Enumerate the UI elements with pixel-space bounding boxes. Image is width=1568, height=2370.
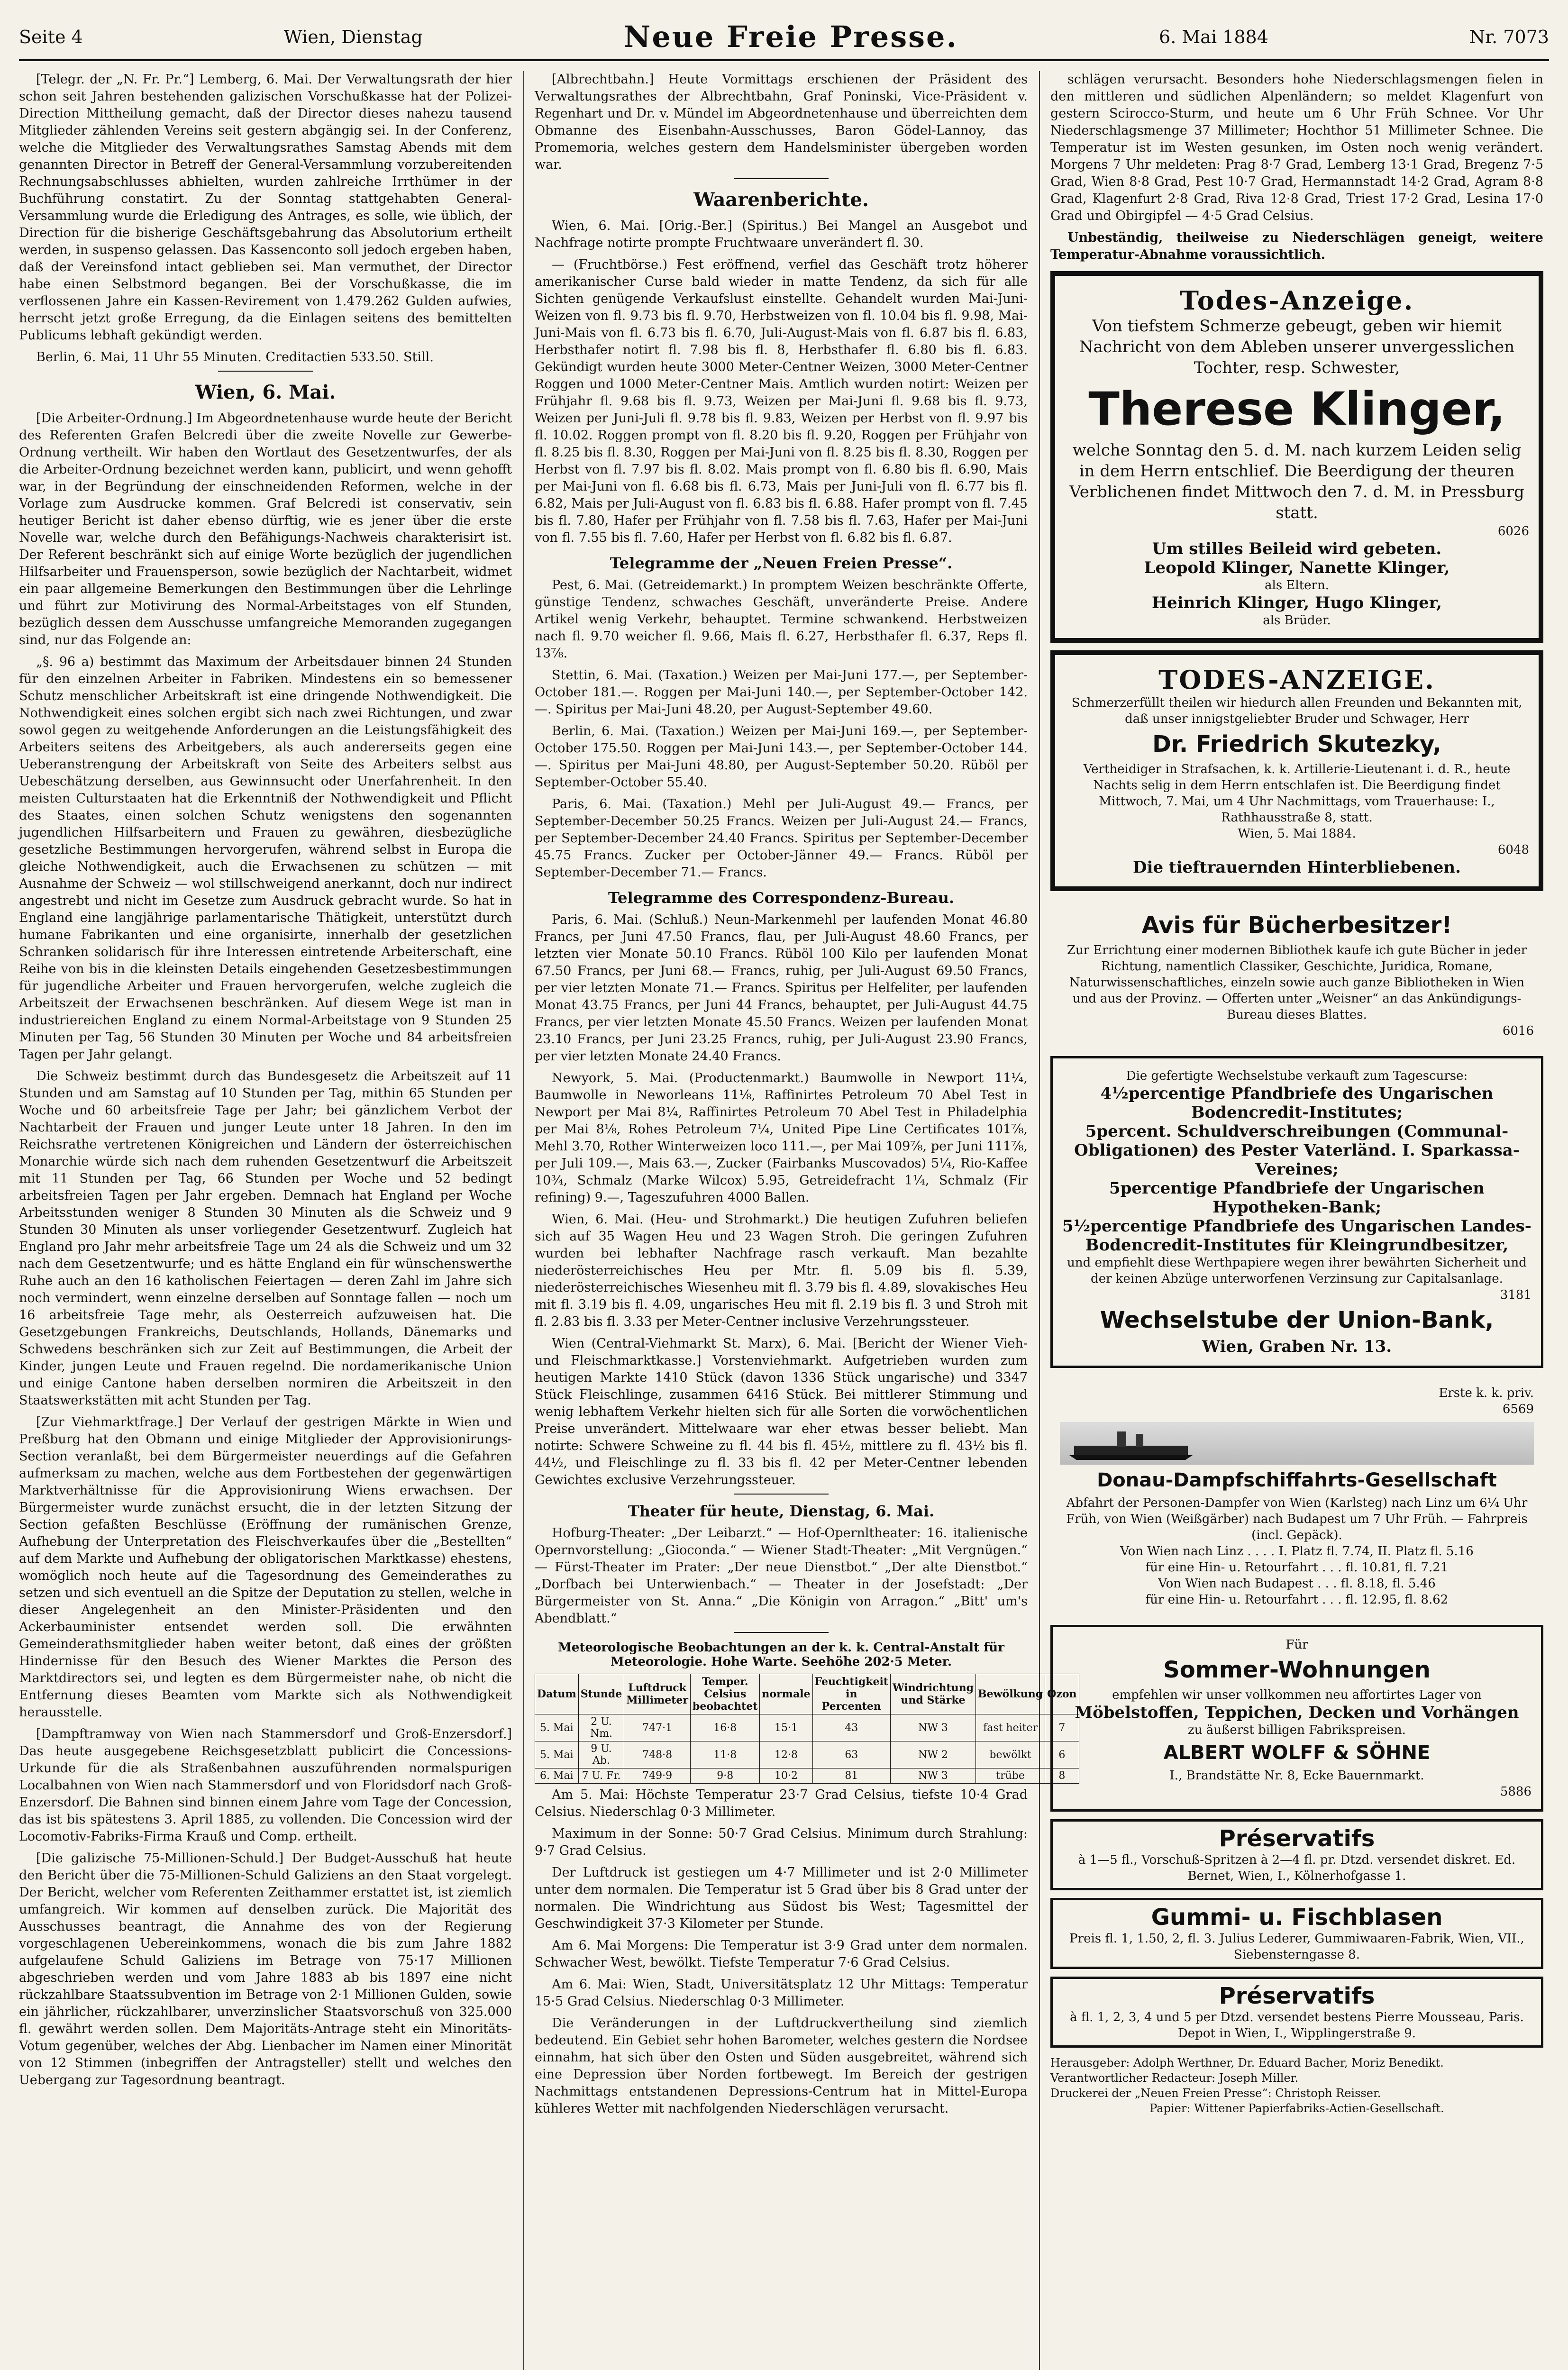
obituary-signature: Die tieftrauernden Hinterbliebenen. xyxy=(1133,858,1461,877)
table-header: Luftdruck Millimeter xyxy=(624,1674,691,1714)
imprint-line: Verantwortlicher Redacteur: Joseph Miller. xyxy=(1050,2071,1299,2085)
issue-number: Nr. 7073 xyxy=(1469,26,1549,47)
table-cell: 81 xyxy=(812,1768,890,1784)
ad-preservatifs-2 xyxy=(1050,1977,1543,2048)
column-rule xyxy=(523,71,524,2370)
ad-intro: Die gefertigte Wechselstube verkauft zum Tagescurse: xyxy=(1126,1069,1468,1083)
table-cell: 748·8 xyxy=(624,1741,691,1768)
ad-body: à fl. 1, 2, 3, 4 und 5 per Dtzd. versendet bestens Pierre Mousseau, Paris. Depot in Wien, I., Wipplingerstraße 9. xyxy=(1070,2010,1524,2041)
table-row xyxy=(535,1741,1079,1768)
obituary-siblings: Heinrich Klinger, Hugo Klinger, xyxy=(1151,593,1442,612)
market-paragraph: Wien, 6. Mai. (Heu- und Strohmarkt.) Die heutigen Zufuhren beliefen sich auf 35 Wagen Heu und 23 Wagen Stroh. Die geringen Zufuhren wurden bei lebhafter Nachfrage rasch verkauft. Man bezahlte niederösterreichisches Heu per Mtr. fl. 5.09 bis fl. 5.39, niederösterreichisches Wiesenheu mit fl. 3.79 bis fl. 4.89, slovakisches Heu mit fl. 3.19 bis fl. 4.09, ungarisches Heu mit fl. 2.19 bis fl. 3 und Stroh mit fl. 2.83 bis fl. 3.33 per Meter-Centner inclusive Verzehrungssteuer. xyxy=(535,1212,1028,1329)
ad-body: à 1—5 fl., Vorschuß-Spritzen à 2—4 fl. pr. Dtzd. versendet diskret. Ed. Bernet, Wien, I., Kölnerhofgasse 1. xyxy=(1078,1853,1516,1883)
ad-item: 5percentige Pfandbriefe der Ungarischen Hypotheken-Bank; xyxy=(1109,1179,1485,1217)
ad-label: Erste k. k. priv. xyxy=(1439,1386,1534,1400)
weather-paragraph: Maximum in der Sonne: 50·7 Grad Celsius. Minimum durch Strahlung: 9·7 Grad Celsius. xyxy=(535,1826,1028,1858)
ad-sub: zu äußerst billigen Fabrikspreisen. xyxy=(1188,1723,1406,1737)
ad-albert-wolff xyxy=(1050,1625,1543,1812)
table-cell: 15·1 xyxy=(760,1714,812,1741)
weather-paragraph: Der Luftdruck ist gestiegen um 4·7 Millimeter und ist 2·0 Millimeter unter dem normalen. Die Temperatur ist 5 Grad über bis 8 Grad unter der normalen. Die Windrichtung aus Südost bis West; Tagesmittel der Geschwindigkeit 37·3 Kilometer per Stunde. xyxy=(535,1865,1028,1931)
article-paragraph: [Die Arbeiter-Ordnung.] Im Abgeordnetenhause wurde heute der Bericht des Referenten Grafen Belcredi über die zweite Novelle zur Gewerbe-Ordnung vertheilt. Wir haben den Wortlaut des Gesetzentwurfes, der als die Arbeiter-Ordnung bezeichnet werden kann, publicirt, und wenn gehofft war, in der Begründung der einschneidenden Reformen, welche in der Vorlage zum Ausdrucke kommen. Graf Belcredi ist conservativ, sein heutiger Bericht ist daher ebenso dürftig, wie es jener über die erste Novelle war, welche durch den Befähigungs-Nachweis charakterisirt ist. Der Referent beschränkt sich auf einige Worte bezüglich der jugendlichen Hilfsarbeiter und Frauensperson, sowie bezüglich der Nachtarbeit, widmet ein paar allgemeine Bemerkungen den Bestimmungen über die Lehrlinge und führt zur Motivirung des Normal-Arbeitstages von elf Stunden, bezüglich dessen dem Ausschusse umfangreiche Memoranden zugegangen sind, nur das Folgende an: xyxy=(19,411,512,647)
obituary-klinger xyxy=(1050,271,1543,643)
weather-paragraph: Am 5. Mai: Höchste Temperatur 23·7 Grad Celsius, tiefste 10·4 Grad Celsius. Niederschlag 0·3 Millimeter. xyxy=(535,1787,1028,1819)
obituary-intro: Von tiefstem Schmerze gebeugt, geben wir hiemit Nachricht von dem Ableben unserer unvergesslichen Tochter, resp. Schwester, xyxy=(1079,317,1515,377)
fare-row: für eine Hin- u. Retourfahrt . . . fl. 12.95, fl. 8.62 xyxy=(1145,1593,1449,1607)
subsection-heading: Telegramme der „Neuen Freien Presse“. xyxy=(610,554,953,572)
ad-wechselstube xyxy=(1050,1056,1543,1368)
market-paragraph: Paris, 6. Mai. (Schluß.) Neun-Markenmehl per laufenden Monat 46.80 Francs, per Juni 47.50 Francs, flau, per Juli-August 48.60 Francs, per letzten vier Monate 50.10 Francs. Rüböl 100 Kilo per laufenden Monat 67.50 Francs, per Juni 68.— Francs, ruhig, per Juli-August 69.50 Francs, per vier letzten Monate 71.— Francs. Spiritus per Helfeliter, per laufenden Monat 43.75 Francs, per Juni 44 Francs, behauptet, per Juli-August 44.75 Francs, per vier letzten Monate 45.50 Francs. Weizen per laufenden Monat 23.10 Francs, per Juni 23.25 Francs, ruhig, per Juli-August 23.90 Francs, per vier letzten Monate 24.40 Francs. xyxy=(535,912,1028,1064)
market-paragraph: Newyork, 5. Mai. (Productenmarkt.) Baumwolle in Newport 11¼, Baumwolle in Neworleans 11⅛, Raffinirtes Petroleum 70 Abel Test in Newport per Mai 8¼, Raffinirtes Petroleum 70 Abel Test in Philadelphia per Mai 8⅛, Rohes Petroleum 7¼, United Pipe Line Certificates 101⅞, Mehl 3.70, Rother Winterweizen loco 111.—, per Mai 109⅞, per Juni 111⅞, per Juli 109.—, Mais 63.—, Zucker (Fairbanks Muscovados) 5¼, Rio-Kaffee 10¾, Schmalz (Marke Wilcox) 5.95, Getreidefracht 1¼, Schmalz (Fir refining) 9.—, Tageszufuhren 4000 Ballen. xyxy=(535,1071,1028,1205)
table-cell: 7 xyxy=(1045,1714,1079,1741)
ad-gummi xyxy=(1050,1898,1543,1969)
ad-number: 6569 xyxy=(1502,1402,1534,1416)
obituary-title: Todes-Anzeige. xyxy=(1179,285,1414,316)
table-header: Feuchtigkeit in Percenten xyxy=(812,1674,890,1714)
ad-item: 5½percentige Pfandbriefe des Ungarischen Landes-Bodencredit-Institutes für Kleingrundbesitzer, xyxy=(1062,1217,1532,1255)
ad-body: Abfahrt der Personen-Dampfer von Wien (Karlsteg) nach Linz um 6¼ Uhr Früh, von Wien (Weißgärber) nach Budapest um 7 Uhr Früh. — Fahrpreis (incl. Gepäck). xyxy=(1066,1496,1528,1542)
weather-paragraph: schlägen verursacht. Besonders hohe Niederschlagsmengen fielen in den mittleren und südlichen Alpenländern; so meldet Klagenfurt von gestern Scirocco-Sturm, und heute um 6 Uhr Früh Schnee. Vor Uhr Niederschlagsmenge 37 Millimeter; Hochthor 51 Millimeter Schnee. Die Temperatur ist im Westen gesunken, im Osten noch wenig verändert. Morgens 7 Uhr meldeten: Prag 8·7 Grad, Lemberg 13·1 Grad, Bregenz 7·5 Grad, Wien 8·8 Grad, Pest 10·7 Grad, Hermannstadt 14·2 Grad, Agram 8·8 Grad, Klagenfurt 2·8 Grad, Riva 12·8 Grad, Triest 17·2 Grad, Lesina 17·0 Grad und Obirgipfel — 4·5 Grad Celsius. xyxy=(1050,72,1543,223)
forecast-paragraph: Unbeständig, theilweise zu Niederschlägen geneigt, weitere Temperatur-Abnahme voraussichtlich. xyxy=(1050,230,1543,262)
table-cell: 16·8 xyxy=(691,1714,760,1741)
table-header: Datum xyxy=(535,1674,579,1714)
ad-number: 3181 xyxy=(1500,1288,1532,1302)
imprint-line: Herausgeber: Adolph Werthner, Dr. Eduard Bacher, Moriz Benedikt. xyxy=(1050,2056,1444,2069)
fare-row: für eine Hin- u. Retourfahrt . . . fl. 10.81, fl. 7.21 xyxy=(1145,1560,1449,1575)
steamship-icon xyxy=(1060,1422,1534,1465)
issue-date: 6. Mai 1884 xyxy=(1159,26,1268,47)
obituary-title: TODES-ANZEIGE. xyxy=(1158,665,1435,695)
article-paragraph: „§. 96 a) bestimmt das Maximum der Arbeitsdauer binnen 24 Stunden für den einzelnen Arbeiter in Fabriken. Mindestens ein so bemessener Schutz menschlicher Arbeitskraft ist eine dringende Nothwendigkeit. Die Nothwendigkeit eines solchen ergibt sich nach zwei Richtungen, und zwar sowol gegen zu weitgehende Anforderungen an die Leistungsfähigkeit des Arbeiters seitens des Arbeitgebers, als auch andererseits gegen eine Ueberanstrengung der Arbeitskraft von Seite des Arbeiters selbst aus Uebeschätzung derselben, aus Gewinnsucht oder Unerfahrenheit. In den meisten Culturstaaten hat die Erkenntniß der Nothwendigkeit und Pflicht des Staates, einen solchen Schutz wenigstens den sogenannten jugendlichen Hilfsarbeitern und Frauen zu gewähren, diesbezügliche gesetzliche Bestimmungen hervorgerufen, während selbst in Europa die gleiche Nothwendigkeit, auch die Erwachsenen zu schützen — mit Ausnahme der Schweiz — wol stillschweigend anerkannt, doch nur indirect angestrebt und nicht im Gesetze zum Ausdruck gebracht wurde. So hat in England eine langjährige parlamentarische Thätigkeit, unterstützt durch humane Fabrikanten und eine organisirte, innerhalb der gesetzlichen Schranken solidarisch für ihre Interessen eintretende Arbeiterschaft, eine Reihe von bis in die kleinsten Details eingehenden Gesetzesbestimmungen für jugendliche Arbeiter und Frauen hervorgerufen, welche zugleich die Arbeitszeit der Erwachsenen beschränken. Auf diesem Wege ist man in industriereichen England zu einem Normal-Arbeitstage von 9 Stunden 25 Minuten per Tag, 56 Stunden 30 Minuten per Woche und 84 arbeitsfreien Tagen per Jahr gelangt. xyxy=(19,655,512,1062)
market-paragraph: Paris, 6. Mai. (Taxation.) Mehl per Juli-August 49.— Francs, per September-December 50.25 Francs. Weizen per Juli-August 24.— Francs, per September-December 24.40 Francs. Spiritus per September-December 45.75 Francs. Zucker per October-Jänner 49.— Francs. Rüböl per September-December 71.— Francs. xyxy=(535,797,1028,880)
ad-body: Zur Errichtung einer modernen Bibliothek kaufe ich gute Bücher in jeder Richtung, namentlich Classiker, Geschichte, Juridica, Romane, Naturwissenschaftliches, einzeln sowie auch ganze Bibliotheken in Wien und aus der Provinz. — Offerten unter „Weisner“ an das Ankündigungs-Bureau dieses Blattes. xyxy=(1067,943,1527,1022)
weather-paragraph: Am 6. Mai Morgens: Die Temperatur ist 3·9 Grad unter dem normalen. Schwacher West, bewölkt. Tiefste Temperatur 7·6 Grad Celsius. xyxy=(535,1938,1028,1970)
table-cell: NW 2 xyxy=(891,1741,976,1768)
ad-title: Avis für Bücherbesitzer! xyxy=(1141,912,1452,939)
section-heading: Waarenberichte. xyxy=(693,189,869,211)
table-cell: 747·1 xyxy=(624,1714,691,1741)
page-number: Seite 4 xyxy=(19,26,83,47)
table-cell: NW 3 xyxy=(891,1714,976,1741)
column-3 xyxy=(1050,71,1543,2370)
weather-table xyxy=(535,1674,1079,1784)
masthead xyxy=(19,14,1549,61)
obituary-parents-role: als Eltern. xyxy=(1265,578,1329,592)
table-cell: 43 xyxy=(812,1714,890,1741)
article-paragraph: [Albrechtbahn.] Heute Vormittags erschienen der Präsident des Verwaltungsrathes der Albrechtbahn, Graf Poninski, Vice-Präsident v. Regenhart und Dr. v. Mündel im Abgeordnetenhause und überreichten dem Obmanne des Eisenbahn-Ausschusses, Baron Gödel-Lannoy, das Promemoria, welches gestern dem Handelsminister übergeben worden war. xyxy=(535,72,1028,172)
table-cell: 5. Mai xyxy=(535,1741,579,1768)
weather-paragraph: Am 6. Mai: Wien, Stadt, Universitätsplatz 12 Uhr Mittags: Temperatur 15·5 Grad Celsius. Niederschlag 0·3 Millimeter. xyxy=(535,1977,1028,2009)
obituary-parents: Leopold Klinger, Nanette Klinger, xyxy=(1144,558,1450,577)
place-day: Wien, Dienstag xyxy=(283,26,423,47)
table-cell: 9 U. Ab. xyxy=(578,1741,624,1768)
article-paragraph: Berlin, 6. Mai, 11 Uhr 55 Minuten. Creditactien 533.50. Still. xyxy=(36,350,434,365)
table-cell: 6 xyxy=(1045,1741,1079,1768)
table-header: Ozon xyxy=(1045,1674,1079,1714)
divider xyxy=(218,371,313,372)
column-2 xyxy=(535,71,1077,2370)
table-cell: 8 xyxy=(1045,1768,1079,1784)
theater-paragraph: Hofburg-Theater: „Der Leibarzt.“ — Hof-Opernltheater: 16. italienische Opernvorstellung: „Gioconda.“ — Wiener Stadt-Theater: „Mit Vergnügen.“ — Fürst-Theater im Prater: „Der neue Dienstbot.“ „Der alte Dienstbot.“ „Dorfbach bei Unterwienbach.“ — Theater in der Josefstadt: „Der Bürgermeister von St. Anna.“ „Die Königin von Arragon.“ „Bitt' um's Abendblatt.“ xyxy=(535,1526,1028,1626)
divider xyxy=(734,178,829,179)
market-paragraph: Wien (Central-Viehmarkt St. Marx), 6. Mai. [Bericht der Wiener Vieh- und Fleischmarktkasse.] Vorstenviehmarkt. Aufgetrieben wurden zum heutigen Markte 1410 Stück (davon 1336 Stück ungarische) und 3347 Stück Fleischlinge, zusammen 6416 Stück. Bei mittlerer Stimmung und wenig lebhaftem Verkehr hielten sich für alle Sorten die vorwöchentlichen Preise unverändert. Mittelwaare war eher etwas besser beliebt. Man notirte: Schwere Schweine zu fl. 44 bis fl. 45½, mittlere zu fl. 43½ bis fl. 44½, und Fleischlinge zu fl. 33 bis fl. 42 per Meter-Centner lebenden Gewichtes exclusive Verzehrungssteuer. xyxy=(535,1336,1028,1487)
market-paragraph: Pest, 6. Mai. (Getreidemarkt.) In promptem Weizen beschränkte Offerte, günstige Tendenz, schwaches Geschäft, unveränderte Preise. Andere Artikel wenig Verkehr, behauptet. Termine schwankend. Herbstweizen nach fl. 9.70 weicher fl. 9.66, Mais fl. 6.27, Herbsthafer fl. 6.37, Reps fl. 13⅞. xyxy=(535,578,1028,661)
table-cell: 12·8 xyxy=(760,1741,812,1768)
ad-item: 4½percentige Pfandbriefe des Ungarischen Bodencredit-Institutes; xyxy=(1100,1084,1494,1122)
ad-item: 5percent. Schuldverschreibungen (Communal-Obligationen) des Pester Vaterländ. I. Sparkassa-Vereines; xyxy=(1074,1122,1520,1179)
fare-row: Von Wien nach Linz . . . . I. Platz fl. 7.74, II. Platz fl. 5.16 xyxy=(1120,1544,1474,1559)
ad-number: 5886 xyxy=(1500,1785,1532,1799)
divider xyxy=(734,1494,829,1495)
table-cell: bewölkt xyxy=(975,1741,1045,1768)
table-cell: trübe xyxy=(975,1768,1045,1784)
table-cell: 6. Mai xyxy=(535,1768,579,1784)
table-cell: NW 3 xyxy=(891,1768,976,1784)
ad-number: 6016 xyxy=(1502,1024,1534,1038)
market-paragraph: Stettin, 6. Mai. (Taxation.) Weizen per Mai-Juni 177.—, per September-October 181.—. Roggen per Mai-Juni 140.—, per September-October 142.—. Spiritus per Mai-Juni 48.20, per August-September 49.60. xyxy=(535,668,1028,717)
newspaper-page xyxy=(19,14,1549,2370)
fare-row: Von Wien nach Budapest . . . fl. 8.18, fl. 5.46 xyxy=(1158,1577,1436,1591)
table-row xyxy=(535,1768,1079,1784)
weather-paragraph: Die Veränderungen in der Luftdruckvertheilung sind ziemlich bedeutend. Ein Gebiet sehr hohen Barometer, welches gestern die Nordsee einnahm, hat sich über den Osten und Süden ausgebreitet, während sich eine Depression über Norden fortbewegt. Im Bereich der gestrigen Nachmittags entstandenen Depressions-Centrum hat in Mittel-Europa kühleres Wetter mit nachfolgenden Niederschlägen verursacht. xyxy=(535,2016,1028,2116)
obituary-body: welche Sonntag den 5. d. M. nach kurzem Leiden selig in dem Herrn entschlief. Die Beerdigung der theuren Verblichenen findet Mittwoch den 7. d. M. in Pressburg statt. xyxy=(1069,441,1524,522)
ad-body: und empfiehlt diese Werthpapiere wegen ihrer bewährten Sicherheit und der keinen Abzüge unterworfenen Verzinsung zur Capitalsanlage. xyxy=(1067,1256,1527,1286)
table-cell: fast heiter xyxy=(975,1714,1045,1741)
obituary-intro: Schmerzerfüllt theilen wir hiedurch allen Freunden und Bekannten mit, daß unser innigstgeliebter Bruder und Schwager, Herr xyxy=(1071,696,1522,726)
ad-address: I., Brandstätte Nr. 8, Ecke Bauernmarkt. xyxy=(1169,1768,1424,1783)
imprint-line: Papier: Wittener Papierfabriks-Actien-Gesellschaft. xyxy=(1149,2102,1444,2115)
ad-preservatifs-1 xyxy=(1050,1819,1543,1890)
ad-title: Préservatifs xyxy=(1219,1825,1375,1852)
table-cell: 9·8 xyxy=(691,1768,760,1784)
ad-title: Préservatifs xyxy=(1219,1983,1375,2009)
ad-label: Für xyxy=(1285,1638,1308,1652)
column-1 xyxy=(19,71,512,2370)
table-cell: 63 xyxy=(812,1741,890,1768)
table-row xyxy=(535,1714,1079,1741)
ad-body: Preis fl. 1, 1.50, 2, fl. 3. Julius Lederer, Gummiwaaren-Fabrik, Wien, VII., Siebensterngasse 8. xyxy=(1069,1932,1524,1962)
column-rule xyxy=(1039,71,1040,2370)
obituary-body: Vertheidiger in Strafsachen, k. k. Artillerie-Lieutenant i. d. R., heute Nachts selig in dem Herrn entschlafen ist. Die Beerdigung findet Mittwoch, 7. Mai, um 4 Uhr Nachmittags, vom Trauerhause: I., Rathhausstraße 8, statt. xyxy=(1083,762,1511,825)
market-paragraph: — (Fruchtbörse.) Fest eröffnend, verfiel das Geschäft trotz höherer amerikanischer Curse bald wieder in matte Tendenz, da sich für alle Sichten genügende Verkaufslust einstellte. Gehandelt wurden Mai-Juni-Weizen von fl. 9.73 bis fl. 9.70, Herbstweizen von fl. 10.04 bis fl. 9.98, Mai-Juni-Mais von fl. 6.73 bis fl. 6.70, Juli-August-Mais von fl. 6.87 bis fl. 6.83, Herbsthafer notirt fl. 7.98 bis fl. 8, Herbsthafer fl. 6.80 bis fl. 6.83. Gekündigt wurden heute 3000 Meter-Centner Weizen, 3000 Meter-Centner Roggen und 1000 Meter-Centner Mais. Amtlich wurden notirt: Weizen per Frühjahr fl. 9.68 bis fl. 9.73, Weizen per Mai-Juni fl. 9.68 bis fl. 9.73, Weizen per Juni-Juli fl. 9.78 bis fl. 9.83, Weizen per Herbst von fl. 9.97 bis fl. 10.02. Roggen prompt von fl. 8.20 bis fl. 9.20, Roggen per Frühjahr von fl. 8.25 bis fl. 8.30, Roggen per Mai-Juni von fl. 8.25 bis fl. 8.30, Roggen per Herbst von fl. 7.97 bis fl. 8.02. Mais prompt von fl. 6.80 bis fl. 6.90, Mais per Mai-Juni von fl. 6.68 bis fl. 6.73, Mais per Juni-Juli von fl. 6.77 bis fl. 6.82, Mais per Juli-August von fl. 6.83 bis fl. 6.88. Hafer prompt von fl. 7.45 bis fl. 7.80, Hafer per Frühjahr von fl. 7.58 bis fl. 7.63, Hafer per Mai-Juni von fl. 7.55 bis fl. 7.60, Hafer per Herbst von fl. 6.82 bis fl. 6.87. xyxy=(535,257,1028,545)
obituary-place-date: Wien, 5. Mai 1884. xyxy=(1238,827,1356,841)
subsection-heading: Theater für heute, Dienstag, 6. Mai. xyxy=(628,1502,935,1520)
table-cell: 5. Mai xyxy=(535,1714,579,1741)
market-paragraph: Wien, 6. Mai. [Orig.-Ber.] (Spiritus.) Bei Mangel an Ausgebot und Nachfrage notirte prompte Fruchtwaare unverändert fl. 30. xyxy=(535,219,1028,250)
table-cell: 7 U. Fr. xyxy=(578,1768,624,1784)
article-paragraph: [Dampftramway von Wien nach Stammersdorf und Groß-Enzersdorf.] Das heute ausgegebene Reichsgesetzblatt publicirt die Concessions-Urkunde für die als Straßenbahnen auszuführenden normalspurigen Localbahnen von Wien nach Stammersdorf und von Floridsdorf nach Groß-Enzersdorf. Die Bahnen sind binnen einem Jahre vom Tage der Concession, das ist bis spätestens 3. April 1885, zu vollenden. Die Concession wird der Locomotiv-Fabriks-Firma Krauß und Comp. ertheilt. xyxy=(19,1727,512,1844)
ad-address: Wien, Graben Nr. 13. xyxy=(1202,1337,1392,1356)
ad-title: Sommer-Wohnungen xyxy=(1163,1657,1431,1683)
table-header: Bewölkung xyxy=(975,1674,1045,1714)
table-cell: 749·9 xyxy=(624,1768,691,1784)
subsection-heading: Telegramme des Correspondenz-Bureau. xyxy=(608,889,955,907)
article-paragraph: [Die galizische 75-Millionen-Schuld.] Der Budget-Ausschuß hat heute den Bericht über die 75-Millionen-Schuld Galiziens an den Staat vorgelegt. Der Bericht, welcher vom Referenten Zeithammer erstattet ist, ist ziemlich umfangreich. Wir kommen auf denselben zurück. Die Majorität des Ausschusses beantragt, die Annahme des von der Regierung vorgeschlagenen Uebereinkommens, wonach die bis zum Jahre 1882 aufgelaufene Schuld Galiziens im Betrage von 75·17 Millionen abgeschrieben werden und vom Jahre 1883 ab bis 1897 eine nicht rückzahlbare Staatssubvention im Betrage von 2·1 Millionen Gulden, sowie ein jährlicher, rückzahlbarer, unverzinslicher Staatsvorschuß von 325.000 fl. gewährt werden sollen. Dem Majoritäts-Antrage steht ein Minoritäts-Votum gegenüber, welches der Abg. Lienbacher im Namen einer Minorität von 12 Stimmen (inbegriffen der Antragsteller) stellt und welches den Uebergang zur Tagesordnung beantragt. xyxy=(19,1851,512,2087)
deceased-name: Therese Klinger, xyxy=(1088,383,1505,436)
obituary-note: Um stilles Beileid wird gebeten. xyxy=(1152,539,1442,558)
article-paragraph: [Telegr. der „N. Fr. Pr.“] Lemberg, 6. Mai. Der Verwaltungsrath der hier schon seit Jahren bestehenden galizischen Vorschußkasse hat der Polizei-Direction Mittheilung gemacht, daß der Director dieses nahezu tausend Mitglieder zählenden Vereins seit gestern abgängig sei. In der Conferenz, welche die Mitglieder des Verwaltungsrathes Samstag Abends mit dem genannten Director in Betreff der General-Versammlung vorzubereitenden Rechnungsabschlusses abhielten, wurden zahlreiche Irrthümer in der Buchführung constatirt. Zu der Sonntag stattgehabten General-Versammlung wurde die Erledigung des Antrages, es solle, wie üblich, der Direction für die bisherige Geschäftsgebahrung das Absolutorium ertheilt werden, in suspenso gelassen. Das Kassenconto soll jedoch ergeben haben, daß der Vereinsfond intact geblieben sei. Man vermuthet, der Director habe einen Selbstmord begangen. Bei der Vorschußkasse, die im verflossenen Jahre ein Kassen-Revirement von 1.479.262 Gulden aufwies, herrscht jetzt große Erregung, da die Einlagen seitens des bemittelten Publicums lebhaft gekündigt werden. xyxy=(19,72,512,343)
ad-title: Donau-Dampfschiffahrts-Gesellschaft xyxy=(1097,1469,1497,1491)
subsection-heading: Meteorologische Beobachtungen an der k. k. Central-Anstalt für Meteorologie. Hohe Warte. Seehöhe 202·5 Meter. xyxy=(558,1641,1004,1669)
ad-title: Gummi- u. Fischblasen xyxy=(1151,1904,1443,1931)
ad-number: 6048 xyxy=(1497,843,1529,857)
table-header: Temper. Celsius beobachtet xyxy=(691,1674,760,1714)
market-paragraph: Berlin, 6. Mai. (Taxation.) Weizen per Mai-Juni 169.—, per September-October 175.50. Roggen per Mai-Juni 143.—, per September-October 144.—. Spiritus per Mai-Juni 48.80, per August-September 50.20. Rüböl per September-October 55.40. xyxy=(535,724,1028,790)
imprint xyxy=(1050,2055,1543,2116)
newspaper-title: Neue Freie Presse. xyxy=(623,19,958,54)
table-header: Windrichtung und Stärke xyxy=(891,1674,976,1714)
table-cell: 2 U. Nm. xyxy=(578,1714,624,1741)
imprint-line: Druckerei der „Neuen Freien Presse“: Christoph Reisser. xyxy=(1050,2087,1381,2100)
table-header: Stunde xyxy=(578,1674,624,1714)
ad-sub: empfehlen wir unser vollkommen neu affortirtes Lager von xyxy=(1112,1688,1482,1702)
deceased-name: Dr. Friedrich Skutezky, xyxy=(1152,731,1441,757)
article-paragraph: [Zur Viehmarktfrage.] Der Verlauf der gestrigen Märkte in Wien und Preßburg hat den Obmann und einige Mitglieder der Approvisionirungs-Section veranlaßt, bei dem Bürgermeister neuerdings auf die Gefahren aufmerksam zu machen, welche aus dem Fortbestehen der gegenwärtigen Marktverhältnisse für die Approvisionirung Wiens erwachsen. Der Bürgermeister wurde zunächst ersucht, die in der letzten Sitzung der Section gefaßten Beschlüsse (Eröffnung der rumänischen Grenze, Aufhebung der Unterpretation des Fleischverkaufes über die „Bestellten“ auf dem Markte und Aufhebung der obligatorischen Marktkasse) ehestens, womöglich noch heute auf die Tagesordnung des Gemeinderathes zu setzen und sich eventuell an die Spitze der Deputation zu stellen, welche in dieser Angelegenheit an den Minister-Präsidenten und den Ackerbauminister entsendet werden soll. Die erwähnten Gemeinderathsmitglieder haben weiter betont, daß eines der größten Hindernisse für den Besuch des Wiener Marktes die Person des Marktdirectors sei, und legten es dem Bürgermeister nahe, ob nicht die Entfernung dieses Beamten vom Markte sich als Nothwendigkeit herausstelle. xyxy=(19,1415,512,1720)
section-heading: Wien, 6. Mai. xyxy=(195,381,336,403)
ad-firm: Wechselstube der Union-Bank, xyxy=(1100,1307,1494,1333)
table-cell: 11·8 xyxy=(691,1741,760,1768)
obituary-siblings-role: als Brüder. xyxy=(1263,613,1331,628)
ad-book-buyer xyxy=(1050,899,1543,1048)
ad-goods: Möbelstoffen, Teppichen, Decken und Vorhängen xyxy=(1075,1703,1519,1722)
divider xyxy=(734,1632,829,1633)
article-paragraph: Die Schweiz bestimmt durch das Bundesgesetz die Arbeitszeit auf 11 Stunden und am Samstag auf 10 Stunden per Tag, mithin 65 Stunden per Woche und 60 arbeitsfreie Tage per Jahr; bei gänzlichem Verbot der Nachtarbeit der Frauen und junger Leute unter 18 Jahren. In den im Reichsrathe vertretenen Königreichen und Ländern der österreichischen Monarchie würde sich nach dem ruhenden Gesetzentwurf die Arbeitszeit mit 11 Stunden per Tag, 66 Stunden per Woche und 52 bedingt arbeitsfreien Tagen per Jahr ergeben. Demnach hat England per Woche Arbeitsstunden weniger 8 Stunden 30 Minuten als die Schweiz und 9 Stunden 30 Minuten als unser vorliegender Gesetzentwurf. Zugleich hat England pro Jahr mehr arbeitsfreie Tage um 24 als die Schweiz und um 32 nach dem Gesetzentwurfe; und es hätte England ein für wünschenswerthe Ruhe auch an den 16 katholischen Feiertagen — deren Zahl im Jahre sich noch vermindert, wenn einzelne derselben auf Sonntage fallen — noch um 16 arbeitsfreie Tage mehr, als Oesterreich aufzuweisen hat. Die Gesetzgebungen Frankreichs, Deutschlands, Hollands, Dänemarks und Schwedens beschränken sich zur Zeit auf Bestimmungen, die Arbeit der Kinder, jungen Leute und Frauen regelnd. Die nordamerikanische Union und einige Cantone haben derselben normiren die Arbeitszeit in den Staatswerkstätten mit acht Stunden per Tag. xyxy=(19,1069,512,1408)
ad-firm: ALBERT WOLFF & SÖHNE xyxy=(1163,1742,1431,1764)
ad-donau-dampfschiffahrt xyxy=(1050,1376,1543,1617)
obituary-skutezky xyxy=(1050,650,1543,891)
table-cell: 10·2 xyxy=(760,1768,812,1784)
table-header: normale xyxy=(760,1674,812,1714)
ad-number: 6026 xyxy=(1497,524,1529,538)
